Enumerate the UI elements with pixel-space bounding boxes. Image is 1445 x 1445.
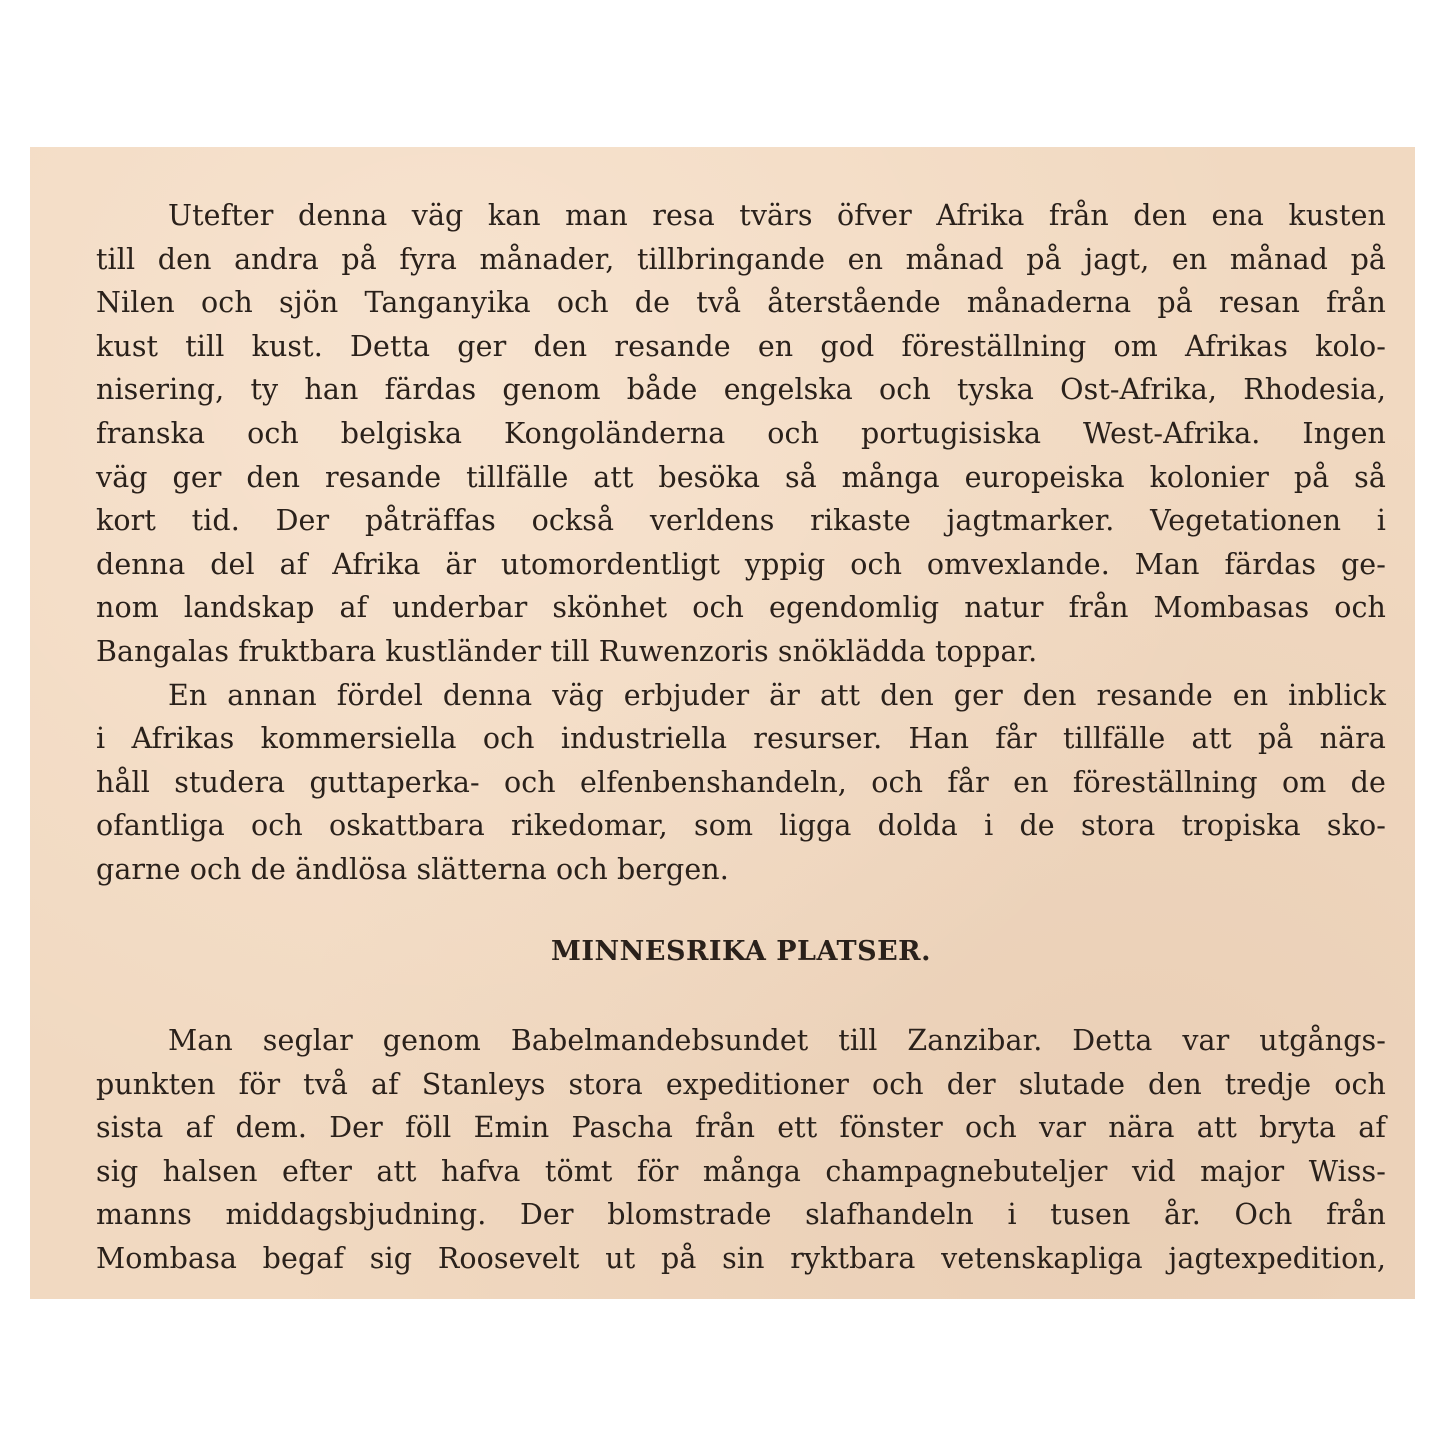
text-line: nisering, ty han färdas genom både engelska och tyska Ost-Afrika, Rhodesia, bbox=[96, 373, 1386, 407]
text-line: Man seglar genom Babelmandebsundet till Zanzibar. Detta var utgångs- bbox=[168, 1024, 1386, 1058]
text-line: kust till kust. Detta ger den resande en god föreställning om Afrikas kolo- bbox=[96, 329, 1386, 363]
text-line: Nilen och sjön Tanganyika och de två återstående månaderna på resan från bbox=[96, 286, 1386, 320]
paragraph-1 bbox=[96, 194, 1386, 674]
text-line: sista af dem. Der föll Emin Pascha från ett fönster och var nära att bryta af bbox=[96, 1111, 1386, 1145]
text-line: En annan fördel denna väg erbjuder är att den ger den resande en inblick bbox=[168, 678, 1386, 712]
section-heading: MINNESRIKA PLATSER. bbox=[550, 935, 931, 967]
text-line: håll studera guttaperka- och elfenbenshandeln, och får en föreställning om de bbox=[96, 765, 1386, 799]
text-line: franska och belgiska Kongoländerna och portugisiska West-Afrika. Ingen bbox=[96, 416, 1386, 450]
text-line: Mombasa begaf sig Roosevelt ut på sin ryktbara vetenskapliga jagtexpedition, bbox=[96, 1242, 1386, 1276]
text-line: denna del af Afrika är utomordentligt yppig och omvexlande. Man färdas ge- bbox=[96, 547, 1386, 581]
text-line: Bangalas fruktbara kustländer till Ruwenzoris snöklädda toppar. bbox=[96, 634, 1038, 668]
text-line: Utefter denna väg kan man resa tvärs öfver Afrika från den ena kusten bbox=[168, 199, 1386, 232]
text-line: manns middagsbjudning. Der blomstrade slafhandeln i tusen år. Och från bbox=[96, 1198, 1386, 1232]
text-line: väg ger den resande tillfälle att besöka så många europeiska kolonier på så bbox=[96, 460, 1386, 494]
text-line: garne och de ändlösa slätterna och bergen. bbox=[96, 852, 729, 886]
text-line: punkten för två af Stanleys stora expeditioner och der slutade den tredje och bbox=[96, 1067, 1386, 1101]
scanned-page bbox=[30, 147, 1415, 1299]
text-line: kort tid. Der påträffas också verldens rikaste jagtmarker. Vegetationen i bbox=[96, 504, 1386, 538]
text-column bbox=[96, 194, 1386, 1281]
paragraph-3 bbox=[96, 1019, 1386, 1281]
text-line: ofantliga och oskattbara rikedomar, som ligga dolda i de stora tropiska sko- bbox=[96, 809, 1386, 843]
text-line: till den andra på fyra månader, tillbringande en månad på jagt, en månad på bbox=[96, 242, 1386, 276]
text-line: i Afrikas kommersiella och industriella resurser. Han får tillfälle att på nära bbox=[96, 722, 1386, 756]
text-line: nom landskap af underbar skönhet och egendomlig natur från Mombasas och bbox=[96, 591, 1386, 625]
paragraph-2 bbox=[96, 674, 1386, 892]
text-line: sig halsen efter att hafva tömt för många champagnebuteljer vid major Wiss- bbox=[96, 1154, 1386, 1188]
